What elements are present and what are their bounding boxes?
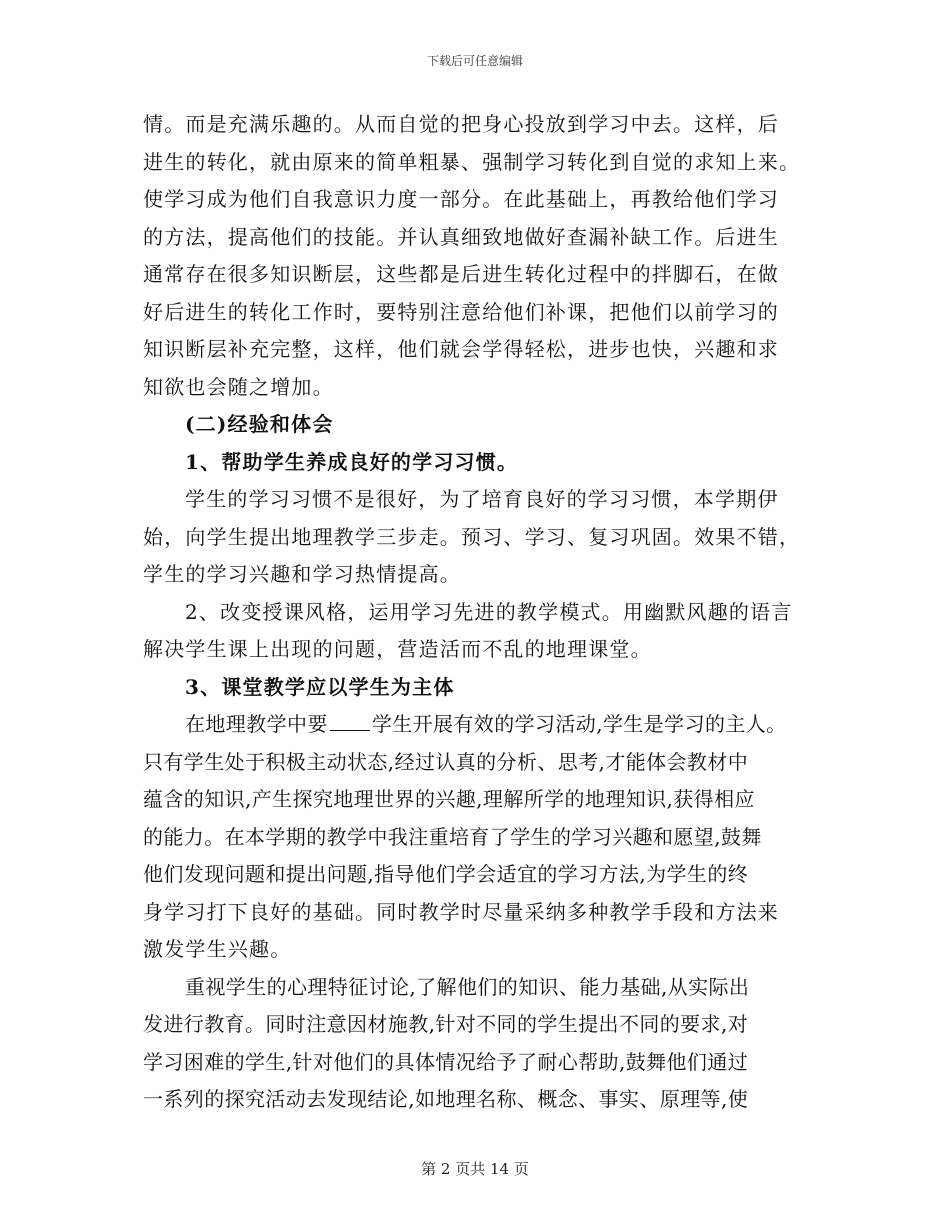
body-line: 知识断层补充完整，这样，他们就会学得轻松，进步也快，兴趣和求 xyxy=(143,337,779,361)
subsection-heading: 1、帮助学生养成良好的学习习惯。 xyxy=(185,449,519,474)
page-number: 第 2 页共 14 页 xyxy=(421,1160,529,1178)
body-line: 2、改变授课风格，运用学习先进的教学模式。用幽默风趣的语言 xyxy=(185,599,793,624)
section-heading: (二)经验和体会 xyxy=(185,412,334,436)
body-line: 学习困难的学生,针对他们的具体情况给予了耐心帮助,鼓舞他们通过 xyxy=(143,1049,749,1074)
body-line: 身学习打下良好的基础。同时教学时尽量采纳多种教学手段和方法来 xyxy=(143,899,779,924)
body-line: 始，向学生提出地理教学三步走。预习、学习、复习巩固。效果不错， xyxy=(143,524,801,549)
fill-in-blank xyxy=(330,712,370,731)
body-line: 学生的学习习惯不是很好，为了培育良好的学习习惯，本学期伊 xyxy=(185,487,779,511)
body-line: 他们发现问题和提出问题,指导他们学会适宜的学习方法,为学生的终 xyxy=(143,862,749,886)
page-header: 下载后可任意编辑 xyxy=(426,54,523,68)
body-line: 学生的学习兴趣和学习热情提高。 xyxy=(143,562,461,586)
body-line: 使学习成为他们自我意识力度一部分。在此基础上，再教给他们学习 xyxy=(143,187,779,211)
subsection-heading: 3、课堂教学应以学生为主体 xyxy=(185,674,455,699)
body-line: 的能力。在本学期的教学中我注重培育了学生的学习兴趣和愿望,鼓舞 xyxy=(143,824,762,849)
body-line: 发进行教育。同时注意因材施教,针对不同的学生提出不同的要求,对 xyxy=(143,1012,749,1036)
document-body xyxy=(143,106,803,1119)
body-line: 只有学生处于积极主动状态,经过认真的分析、思考,才能体会教材中 xyxy=(143,749,749,774)
body-line: 解决学生课上出现的问题，营造活而不乱的地理课堂。 xyxy=(143,637,652,661)
body-line: 好后进生的转化工作时，要特别注意给他们补课，把他们以前学习的 xyxy=(143,299,779,324)
body-line: 重视学生的心理特征讨论,了解他们的知识、能力基础,从实际出 xyxy=(185,974,750,999)
body-line: 的方法，提高他们的技能。并认真细致地做好查漏补缺工作。后进生 xyxy=(143,224,779,249)
body-line: 进生的转化，就由原来的简单粗暴、强制学习转化到自觉的求知上来。 xyxy=(143,149,801,174)
body-line: 一系列的探究活动去发现结论,如地理名称、概念、事实、原理等,使 xyxy=(143,1087,749,1111)
body-line: 知欲也会随之增加。 xyxy=(143,374,334,399)
body-line: 蕴含的知识,产生探究地理世界的兴趣,理解所学的地理知识,获得相应 xyxy=(143,787,755,811)
body-line: 在地理教学中要 学生开展有效的学习活动,学生是学习的主人。 xyxy=(185,712,787,736)
body-line: 通常存在很多知识断层，这些都是后进生转化过程中的拌脚石，在做 xyxy=(143,262,779,286)
body-line: 激发学生兴趣。 xyxy=(143,937,292,961)
body-line: 情。而是充满乐趣的。从而自觉的把身心投放到学习中去。这样，后 xyxy=(143,112,779,136)
